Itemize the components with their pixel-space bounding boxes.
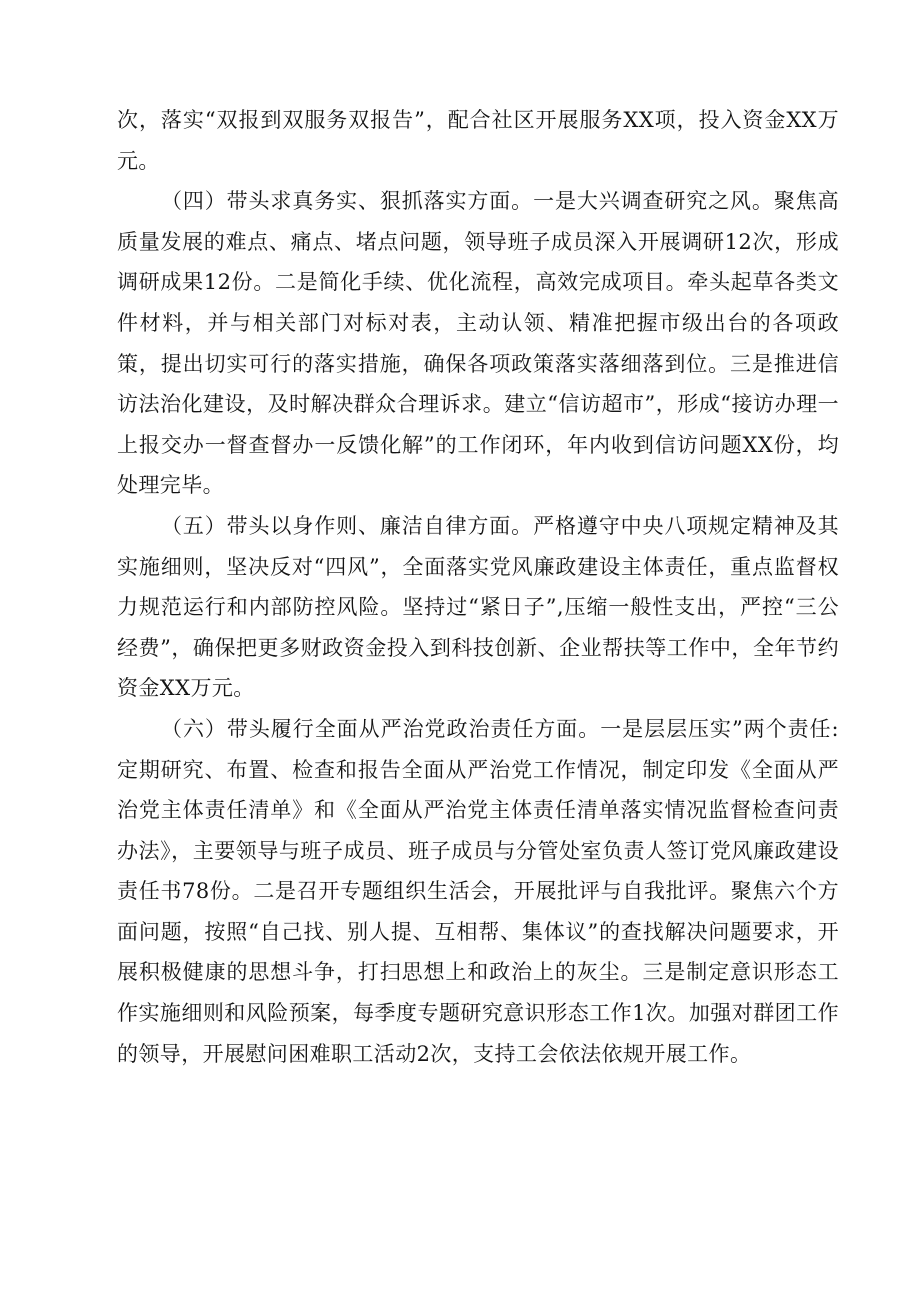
paragraph-continuation: 次，落实“双报到双服务双报告”，配合社区开展服务XX项，投入资金XX万元。 <box>117 108 839 173</box>
paragraph-section-4: （四）带头求真务实、狠抓落实方面。一是大兴调查研究之风。聚焦高质量发展的难点、痛点、堵点问题，领导班子成员深入开展调研12次，形成调研成果12份。二是简化手续、优化流程，高效完成项目。牵头起草各类文件材料，并与相关部门对标对表，主动认领、精准把握市级出台的各项政策，提出切实可行的落实措施，确保各项政策落实落细落到位。三是推进信访法治化建设，及时解决群众合理诉求。建立“信访超市”，形成“接访办理一上报交办一督查督办一反馈化解”的工作闭环，年内收到信访问题XX份，均处理完毕。 <box>117 189 839 498</box>
paragraph-section-6: （六）带头履行全面从严治党政治责任方面。一是层层压实”两个责任:定期研究、布置、检查和报告全面从严治党工作情况，制定印发《全面从严治党主体责任清单》和《全面从严治党主体责任清单落实情况监督检查问责办法》，主要领导与班子成员、班子成员与分管处室负责人签订党风廉政建设责任书78份。二是召开专题组织生活会，开展批评与自我批评。聚焦六个方面问题，按照“自己找、别人提、互相帮、集体议”的查找解决问题要求，开展积极健康的思想斗争，打扫思想上和政治上的灰尘。三是制定意识形态工作实施细则和风险预案，每季度专题研究意识形态工作1次。加强对群团工作的领导，开展慰问困难职工活动2次，支持工会依法依规开展工作。 <box>117 716 839 1066</box>
document-body <box>117 100 839 1074</box>
paragraph-section-5: （五）带头以身作则、廉洁自律方面。严格遵守中央八项规定精神及其实施细则，坚决反对“四风”，全面落实党风廉政建设主体责任，重点监督权力规范运行和内部防控风险。坚持过“紧日子”,压缩一般性支出，严控“三公经费”，确保把更多财政资金投入到科技创新、企业帮扶等工作中，全年节约资金XX万元。 <box>117 513 839 701</box>
